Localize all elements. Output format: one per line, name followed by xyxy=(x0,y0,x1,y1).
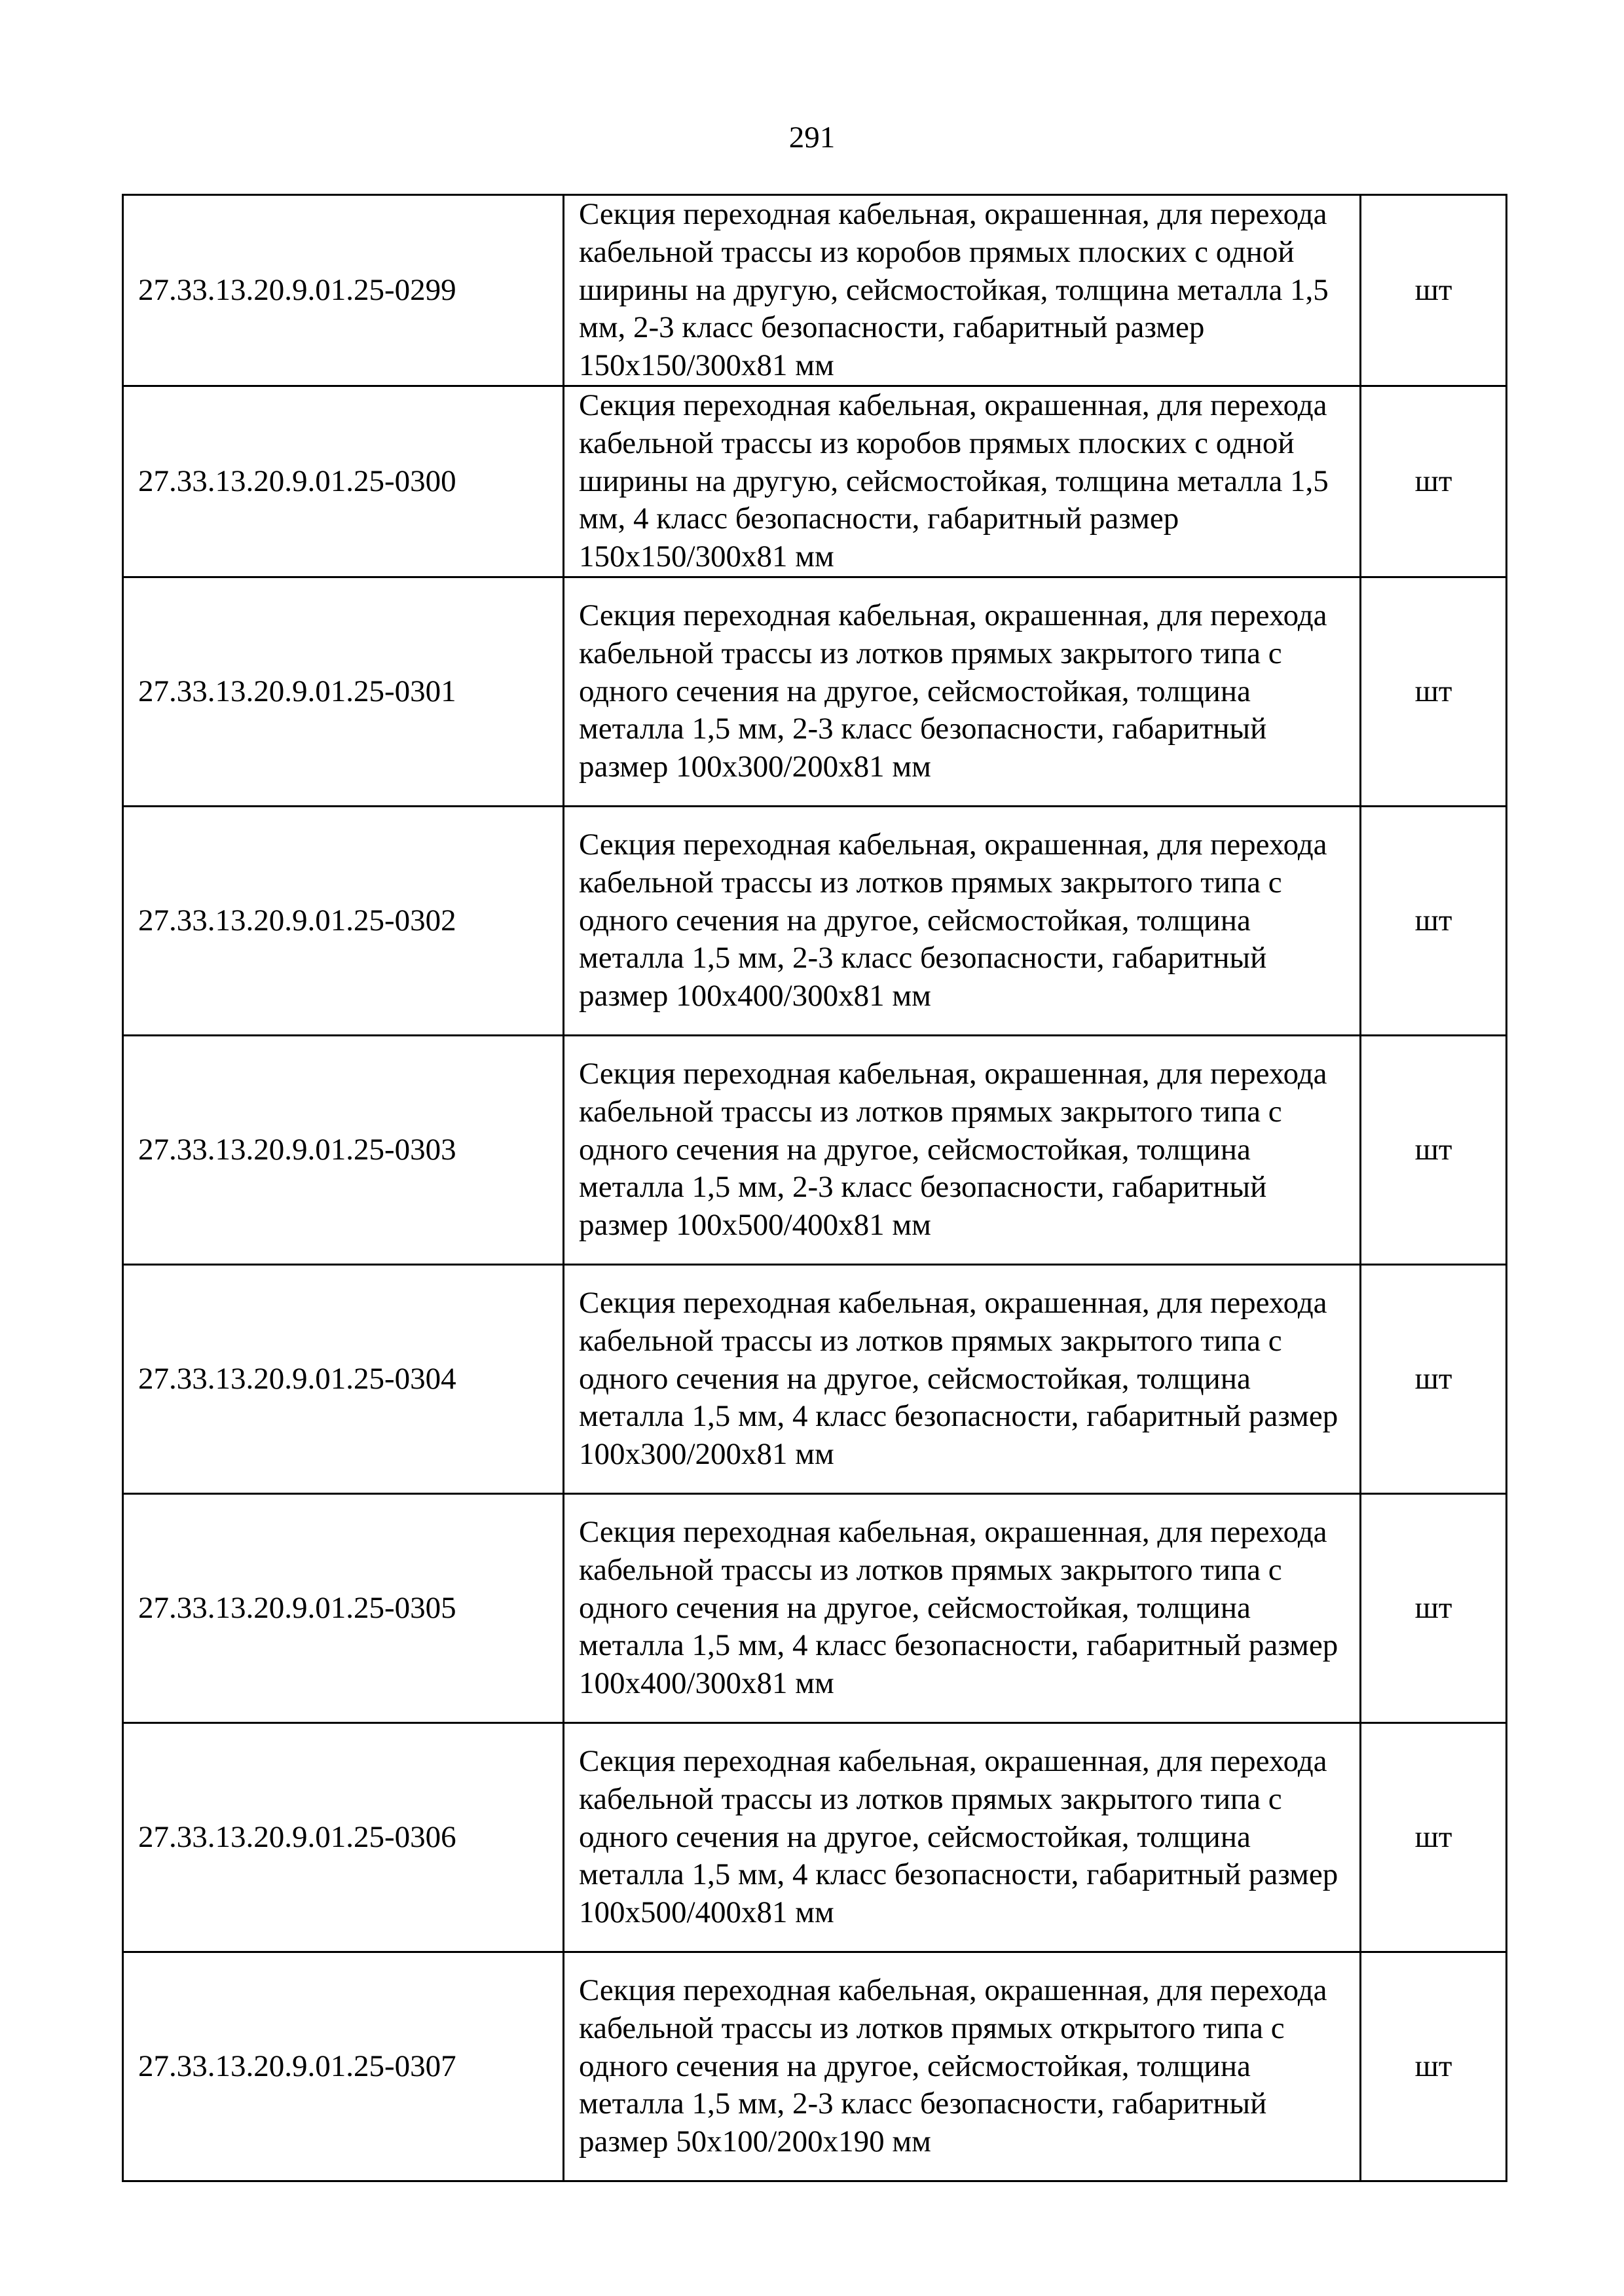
item-code: 27.33.13.20.9.01.25-0299 xyxy=(123,195,564,386)
item-unit: шт xyxy=(1361,1494,1507,1723)
table-row xyxy=(123,386,1507,577)
item-code: 27.33.13.20.9.01.25-0305 xyxy=(123,1494,564,1723)
table-row xyxy=(123,807,1507,1036)
item-code: 27.33.13.20.9.01.25-0303 xyxy=(123,1036,564,1265)
table-row xyxy=(123,1494,1507,1723)
item-code: 27.33.13.20.9.01.25-0300 xyxy=(123,386,564,577)
item-description: Секция переходная кабельная, окрашенная, для перехода кабельной трассы из коробов прямых плоских с одной ширины на другую, сейсмостойкая, толщина металла 1,5 мм, 2-3 класс безопасности, габаритный размер 150х150/300х81 мм xyxy=(564,195,1361,386)
item-description: Секция переходная кабельная, окрашенная, для перехода кабельной трассы из лотков прямых открытого типа с одного сечения на другое, сейсмостойкая, толщина металла 1,5 мм, 2-3 класс безопасности, габаритный размер 50х100/200х190 мм xyxy=(564,1952,1361,2181)
item-unit: шт xyxy=(1361,1265,1507,1494)
table-row xyxy=(123,1952,1507,2181)
item-description: Секция переходная кабельная, окрашенная, для перехода кабельной трассы из коробов прямых плоских с одной ширины на другую, сейсмостойкая, толщина металла 1,5 мм, 4 класс безопасности, габаритный размер 150х150/300х81 мм xyxy=(564,386,1361,577)
item-unit: шт xyxy=(1361,1723,1507,1952)
table-row xyxy=(123,1265,1507,1494)
item-unit: шт xyxy=(1361,807,1507,1036)
item-description: Секция переходная кабельная, окрашенная, для перехода кабельной трассы из лотков прямых закрытого типа с одного сечения на другое, сейсмостойкая, толщина металла 1,5 мм, 4 класс безопасности, габаритный размер 100х500/400х81 мм xyxy=(564,1723,1361,1952)
item-description: Секция переходная кабельная, окрашенная, для перехода кабельной трассы из лотков прямых закрытого типа с одного сечения на другое, сейсмостойкая, толщина металла 1,5 мм, 2-3 класс безопасности, габаритный размер 100х300/200х81 мм xyxy=(564,577,1361,807)
item-description: Секция переходная кабельная, окрашенная, для перехода кабельной трассы из лотков прямых закрытого типа с одного сечения на другое, сейсмостойкая, толщина металла 1,5 мм, 2-3 класс безопасности, габаритный размер 100х400/300х81 мм xyxy=(564,807,1361,1036)
table-row xyxy=(123,577,1507,807)
item-description: Секция переходная кабельная, окрашенная, для перехода кабельной трассы из лотков прямых закрытого типа с одного сечения на другое, сейсмостойкая, толщина металла 1,5 мм, 4 класс безопасности, габаритный размер 100х300/200х81 мм xyxy=(564,1265,1361,1494)
item-description: Секция переходная кабельная, окрашенная, для перехода кабельной трассы из лотков прямых закрытого типа с одного сечения на другое, сейсмостойкая, толщина металла 1,5 мм, 4 класс безопасности, габаритный размер 100х400/300х81 мм xyxy=(564,1494,1361,1723)
item-description: Секция переходная кабельная, окрашенная, для перехода кабельной трассы из лотков прямых закрытого типа с одного сечения на другое, сейсмостойкая, толщина металла 1,5 мм, 2-3 класс безопасности, габаритный размер 100х500/400х81 мм xyxy=(564,1036,1361,1265)
item-unit: шт xyxy=(1361,195,1507,386)
item-code: 27.33.13.20.9.01.25-0301 xyxy=(123,577,564,807)
item-unit: шт xyxy=(1361,386,1507,577)
item-code: 27.33.13.20.9.01.25-0304 xyxy=(123,1265,564,1494)
table-row xyxy=(123,195,1507,386)
page-number: 291 xyxy=(788,120,836,155)
item-unit: шт xyxy=(1361,1036,1507,1265)
item-unit: шт xyxy=(1361,577,1507,807)
item-code: 27.33.13.20.9.01.25-0302 xyxy=(123,807,564,1036)
catalog-table xyxy=(122,194,1507,2182)
table-row xyxy=(123,1723,1507,1952)
table-row xyxy=(123,1036,1507,1265)
item-code: 27.33.13.20.9.01.25-0307 xyxy=(123,1952,564,2181)
item-unit: шт xyxy=(1361,1952,1507,2181)
item-code: 27.33.13.20.9.01.25-0306 xyxy=(123,1723,564,1952)
